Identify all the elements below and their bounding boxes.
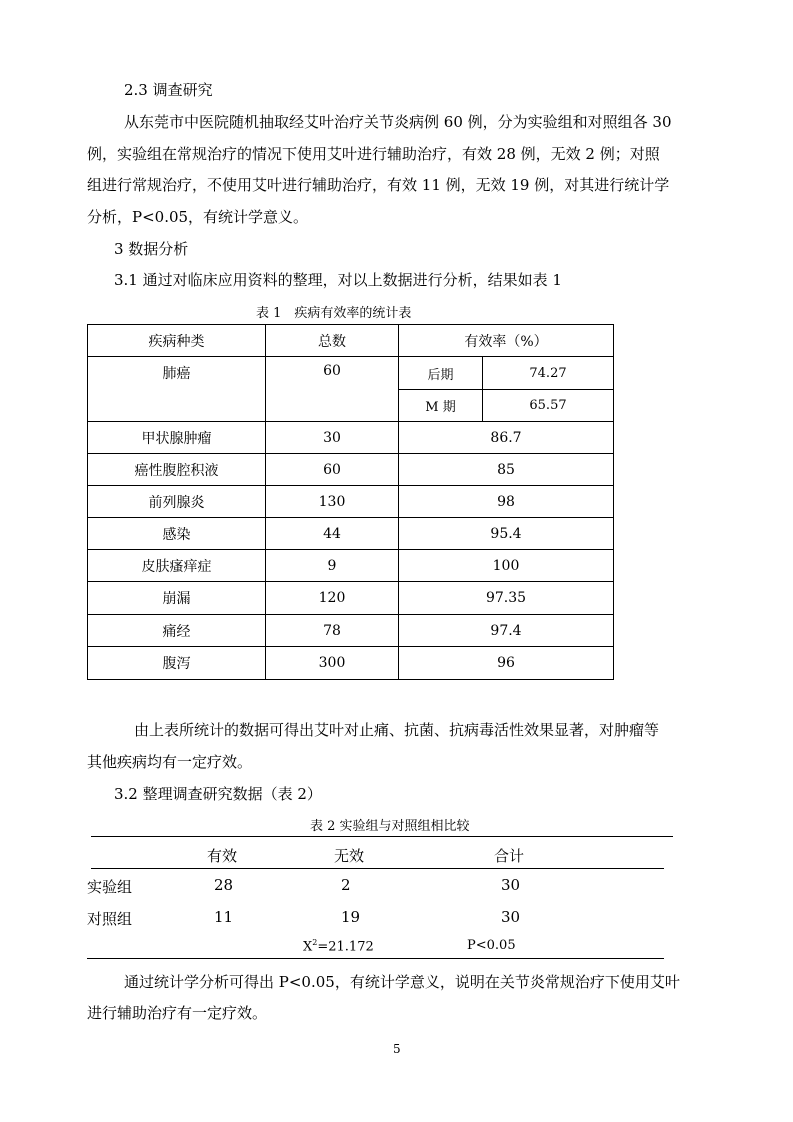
table1-cell-disease: 甲状腺肿瘤	[88, 422, 266, 454]
table1-cell-total: 60	[266, 454, 399, 486]
table1-cell-disease: 感染	[88, 518, 266, 550]
paragraph-line: 其他疾病均有一定疗效。	[87, 753, 253, 771]
table1-cell-disease: 腹泻	[88, 647, 266, 680]
table1-cell-rate: 95.4	[399, 518, 614, 550]
page-number: 5	[393, 1042, 401, 1056]
section-heading-2-3: 2.3 调查研究	[124, 81, 213, 99]
table1-cell-total: 9	[266, 550, 399, 582]
table2-header-rule	[91, 868, 664, 869]
table2-cell: 30	[501, 876, 521, 894]
table2-header-cell: 合计	[494, 847, 525, 865]
table1-row	[88, 582, 614, 615]
table1-cell-rate: 100	[399, 550, 614, 582]
table1-cell-rate: 96	[399, 647, 614, 680]
table2-row-label: 实验组	[87, 878, 133, 896]
table2-cell: 30	[501, 908, 521, 926]
table2-cell: 28	[214, 876, 234, 894]
table1-cell-rate: 85	[399, 454, 614, 486]
section-3-2-text: 3.2 整理调查研究数据（表 2）	[114, 785, 322, 803]
chi-square-statistic	[303, 938, 374, 954]
table2-row-label: 对照组	[87, 910, 133, 928]
table1-header-cell: 有效率（%）	[399, 325, 614, 357]
paragraph-line: 由上表所统计的数据可得出艾叶对止痛、抗菌、抗病毒活性效果显著，对肿瘤等	[134, 721, 660, 739]
table1-cell-total: 44	[266, 518, 399, 550]
table2-cell: 2	[341, 876, 351, 894]
table1-cell-disease: 癌性腹腔积液	[88, 454, 266, 486]
table1-row	[88, 615, 614, 647]
table1-caption: 表 1 疾病有效率的统计表	[256, 306, 412, 321]
table2-bottom-rule	[87, 958, 664, 959]
table1-cell-total: 300	[266, 647, 399, 680]
table2-cell: 11	[214, 908, 234, 926]
table1-row	[88, 422, 614, 454]
p-value: P<0.05	[467, 938, 516, 953]
paragraph-line: 例，实验组在常规治疗的情况下使用艾叶进行辅助治疗，有效 28 例，无效 2 例；对照	[87, 145, 660, 163]
section-3-1-text: 3.1 通过对临床应用资料的整理，对以上数据进行分析，结果如表 1	[114, 271, 562, 289]
paragraph-line: 通过统计学分析可得出 P<0.05，有统计学意义，说明在关节炎常规治疗下使用艾叶	[124, 973, 680, 991]
table1-cell-disease: 皮肤瘙痒症	[88, 550, 266, 582]
table1-row	[88, 357, 614, 390]
table1-cell-rate: 97.4	[399, 615, 614, 647]
table1-header-row	[88, 325, 614, 357]
table1-cell-subvalue: 65.57	[483, 390, 614, 422]
table1-cell-subvalue: 74.27	[483, 357, 614, 390]
table1-cell-disease: 崩漏	[88, 582, 266, 615]
table1-cell-sublabel: M 期	[399, 390, 483, 422]
table1-header-cell: 总数	[266, 325, 399, 357]
paragraph-line: 分析，P<0.05，有统计学意义。	[87, 208, 309, 226]
table1-row	[88, 647, 614, 680]
table2-header-cell: 有效	[207, 847, 238, 865]
chi-square-label: X	[303, 939, 313, 955]
table2-cell: 19	[341, 908, 361, 926]
table1-row	[88, 486, 614, 518]
table1-cell-disease: 痛经	[88, 615, 266, 647]
table1-cell-sublabel: 后期	[399, 357, 483, 390]
table2-top-rule	[91, 836, 673, 837]
table1-cell-rate: 98	[399, 486, 614, 518]
chi-square-value: =21.172	[317, 939, 374, 955]
paragraph-line: 组进行常规治疗，不使用艾叶进行辅助治疗，有效 11 例，无效 19 例，对其进行统计学	[87, 176, 670, 194]
table1-cell-total: 130	[266, 486, 399, 518]
table2-caption: 表 2 实验组与对照组相比较	[310, 819, 470, 834]
paragraph-line: 进行辅助治疗有一定疗效。	[87, 1004, 268, 1022]
table1-cell-total: 30	[266, 422, 399, 454]
table1-cell-disease: 肺癌	[88, 357, 266, 422]
table1-row	[88, 550, 614, 582]
table1-row	[88, 454, 614, 486]
table1-cell-disease: 前列腺炎	[88, 486, 266, 518]
table1-header-cell: 疾病种类	[88, 325, 266, 357]
table2-header-cell: 无效	[334, 847, 365, 865]
table1	[87, 324, 614, 680]
table1-cell-rate: 97.35	[399, 582, 614, 615]
section-heading-3: 3 数据分析	[114, 240, 189, 258]
table1-cell-total: 120	[266, 582, 399, 615]
table1-cell-total: 78	[266, 615, 399, 647]
table1-cell-rate: 86.7	[399, 422, 614, 454]
table1-cell-total: 60	[266, 357, 399, 422]
table1-row	[88, 518, 614, 550]
paragraph-line: 从东莞市中医院随机抽取经艾叶治疗关节炎病例 60 例，分为实验组和对照组各 30	[124, 113, 672, 131]
chi-square-superscript: 2	[312, 938, 318, 947]
